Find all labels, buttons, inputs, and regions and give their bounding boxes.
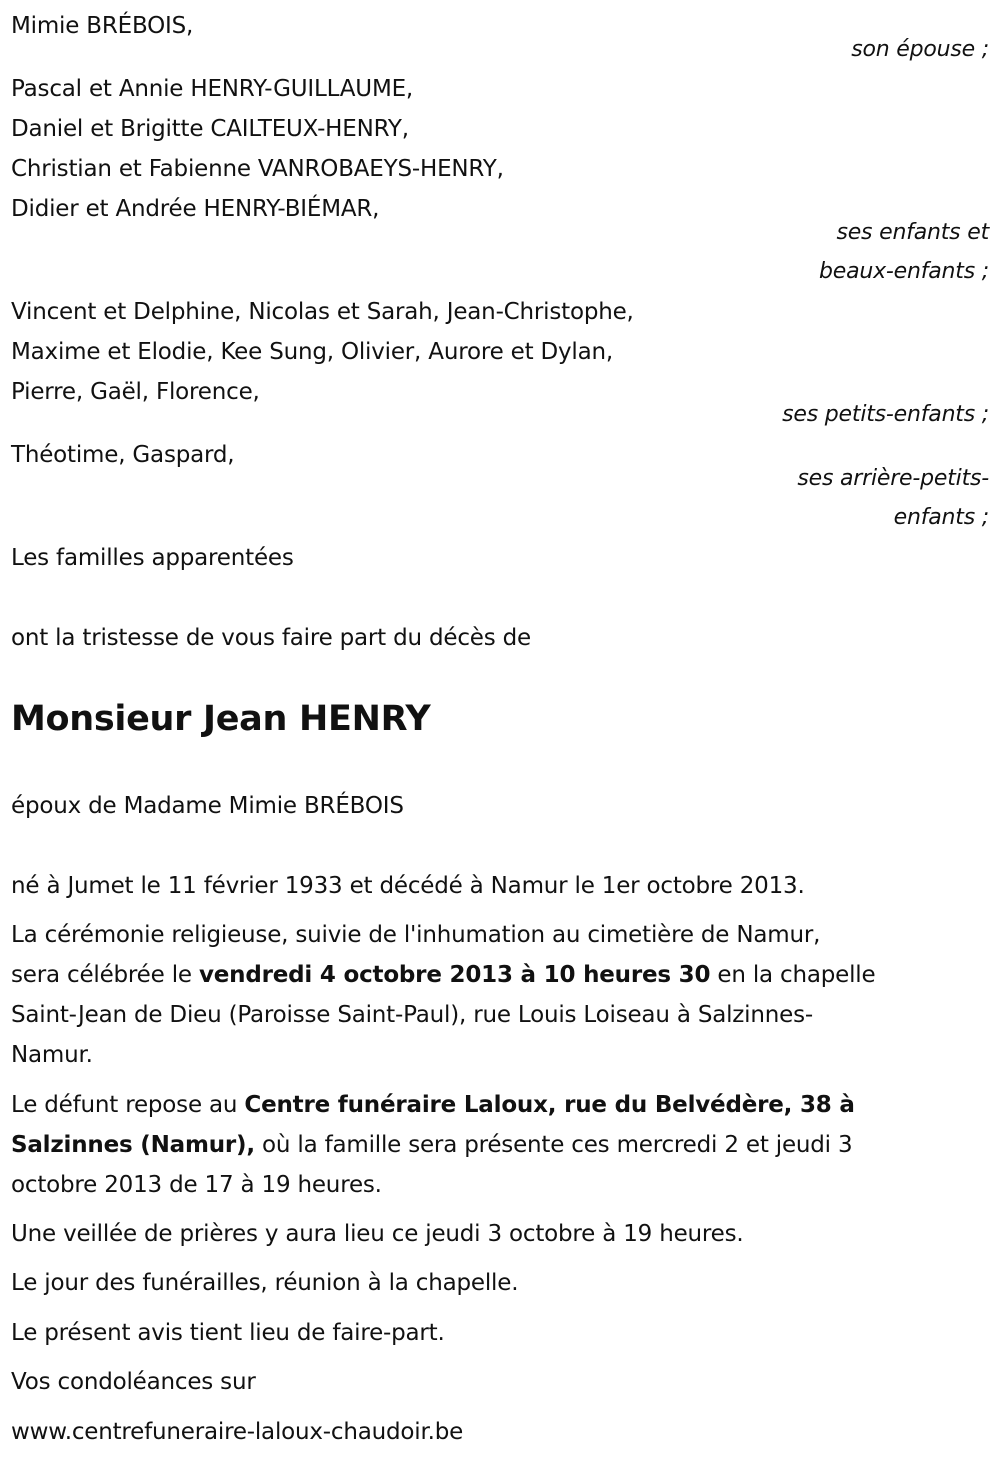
ceremony-line: La cérémonie religieuse, suivie de l'inhumation au cimetière de Namur, — [11, 922, 821, 948]
ceremony-datetime: vendredi 4 octobre 2013 à 10 heures 30 — [198, 962, 711, 988]
visitation-line — [11, 1091, 855, 1119]
visitation-line — [11, 1131, 852, 1159]
great-grandchildren-relation: enfants ; — [893, 505, 989, 530]
vigil-note: Une veillée de prières y aura lieu ce jeudi 3 octobre à 19 heures. — [11, 1221, 744, 1247]
deceased-name: Monsieur Jean HENRY — [11, 699, 431, 739]
spouse-name: Mimie BRÉBOIS, — [11, 13, 194, 39]
condolences-url: www.centrefuneraire-laloux-chaudoir.be — [11, 1419, 464, 1445]
ceremony-line: Saint-Jean de Dieu (Paroisse Saint-Paul), rue Louis Loiseau à Salzinnes- — [11, 1002, 813, 1028]
children-relation: ses enfants et — [836, 220, 989, 245]
spouse-of: époux de Madame Mimie BRÉBOIS — [11, 793, 404, 819]
visitation-text: où la famille sera présente ces mercredi 2 et jeudi 3 — [254, 1132, 853, 1158]
great-grandchildren-names: Théotime, Gaspard, — [11, 442, 235, 468]
visitation-line: octobre 2013 de 17 à 19 heures. — [11, 1172, 382, 1198]
spouse-relation: son épouse ; — [851, 37, 989, 62]
children-relation: beaux-enfants ; — [818, 259, 989, 284]
funeral-center-city: Salzinnes (Namur), — [11, 1132, 255, 1158]
child-name: Didier et Andrée HENRY-BIÉMAR, — [11, 196, 380, 222]
visitation-text: Le défunt repose au — [11, 1092, 245, 1118]
child-name: Pascal et Annie HENRY-GUILLAUME, — [11, 76, 414, 102]
great-grandchildren-relation: ses arrière-petits- — [797, 466, 989, 491]
announcement-intro: ont la tristesse de vous faire part du décès de — [11, 625, 531, 651]
related-families: Les familles apparentées — [11, 545, 294, 571]
birth-death: né à Jumet le 11 février 1933 et décédé à Namur le 1er octobre 2013. — [11, 873, 805, 899]
ceremony-text: sera célébrée le — [11, 962, 199, 988]
meeting-note: Le jour des funérailles, réunion à la chapelle. — [11, 1270, 519, 1296]
ceremony-text: en la chapelle — [710, 962, 876, 988]
grandchildren-names: Vincent et Delphine, Nicolas et Sarah, Jean-Christophe, — [11, 299, 634, 325]
notice-note: Le présent avis tient lieu de faire-part. — [11, 1320, 445, 1346]
ceremony-line: Namur. — [11, 1042, 93, 1068]
grandchildren-relation: ses petits-enfants ; — [782, 402, 989, 427]
funeral-center-address: Centre funéraire Laloux, rue du Belvédère, 38 à — [244, 1092, 855, 1118]
child-name: Christian et Fabienne VANROBAEYS-HENRY, — [11, 156, 504, 182]
grandchildren-names: Maxime et Elodie, Kee Sung, Olivier, Aurore et Dylan, — [11, 339, 613, 365]
grandchildren-names: Pierre, Gaël, Florence, — [11, 379, 260, 405]
ceremony-line — [11, 961, 875, 989]
child-name: Daniel et Brigitte CAILTEUX-HENRY, — [11, 116, 409, 142]
condolences-label: Vos condoléances sur — [11, 1369, 256, 1395]
